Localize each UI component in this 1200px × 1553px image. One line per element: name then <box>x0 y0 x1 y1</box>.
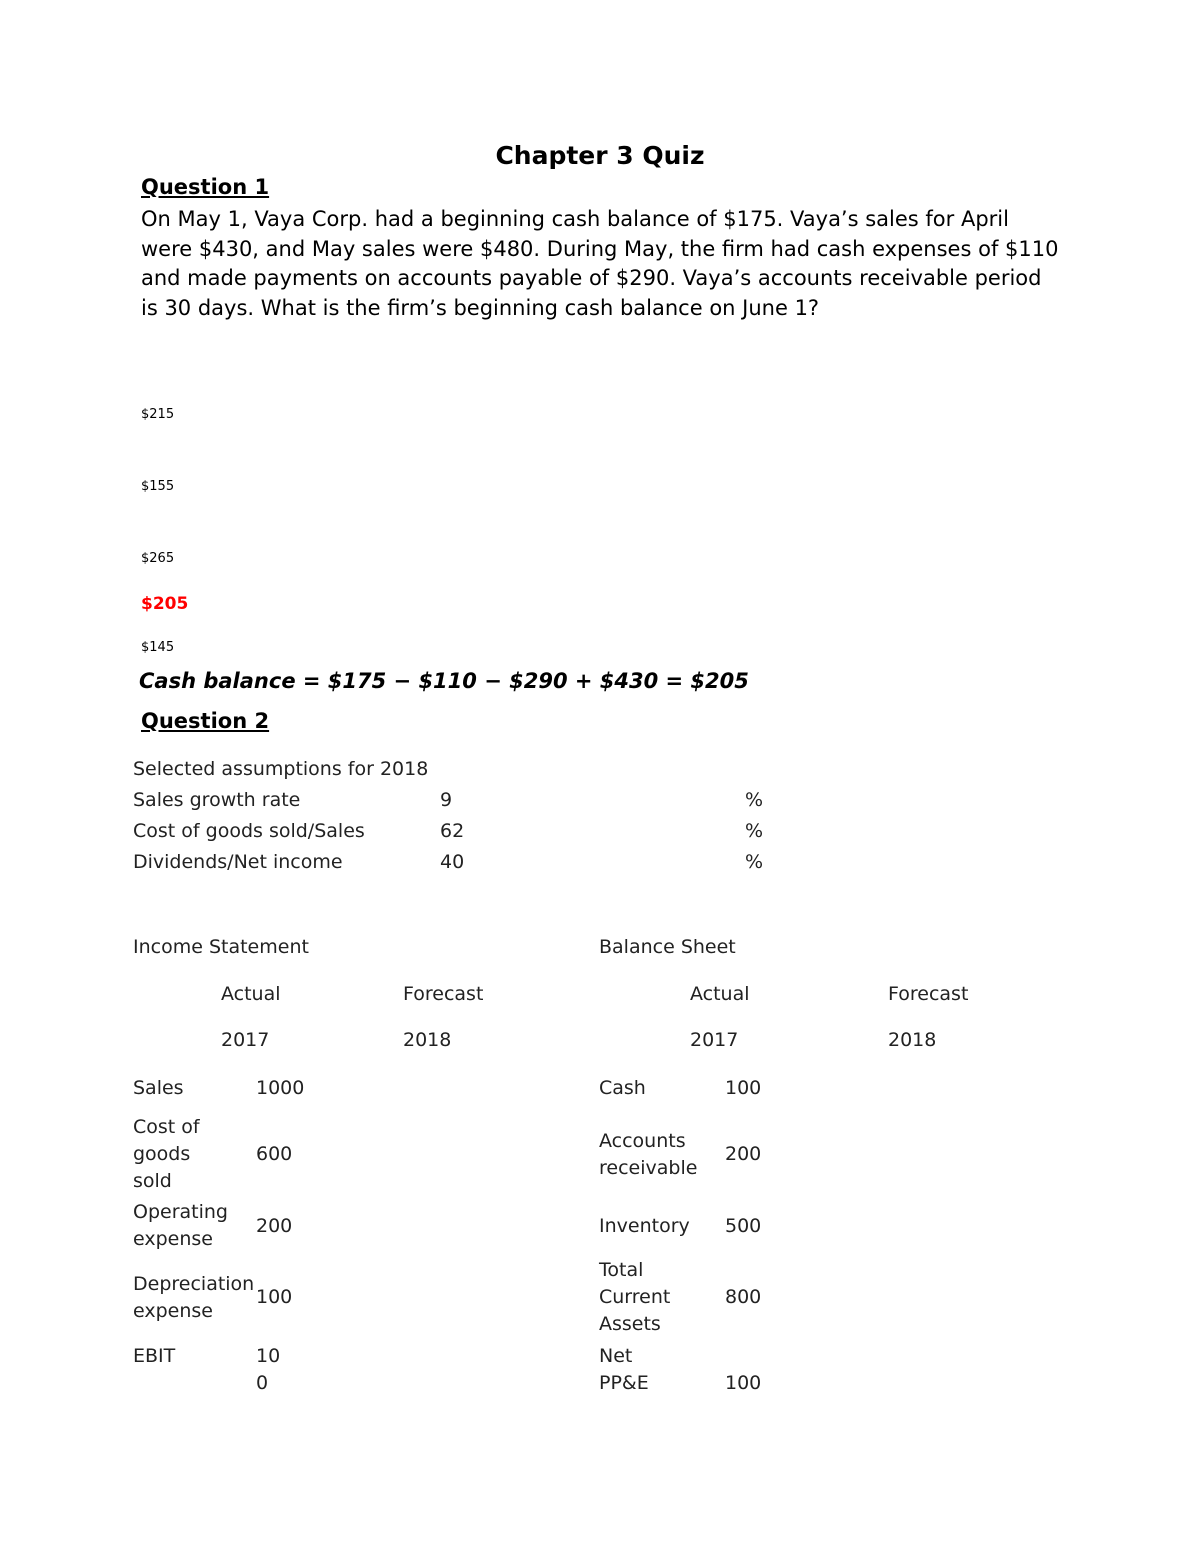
balance-row-label: Net PP&E <box>599 1345 649 1394</box>
balance-row-value: 100 <box>725 1077 762 1099</box>
income-row-value: 100 <box>256 1345 281 1394</box>
assumption-value: 62 <box>440 820 465 842</box>
income-row-label: Sales <box>133 1077 184 1099</box>
page-title: Chapter 3 Quiz <box>495 141 705 170</box>
answer-option: $155 <box>141 479 175 494</box>
income-col-actual: Actual <box>221 983 281 1005</box>
income-row-label: Cost of goods sold <box>133 1116 200 1192</box>
income-statement-title: Income Statement <box>133 936 309 958</box>
assumption-label: Sales growth rate <box>133 789 301 811</box>
balance-row-label: Inventory <box>599 1215 690 1237</box>
answer-option-correct: $205 <box>141 594 189 614</box>
assumption-value: 40 <box>440 851 465 873</box>
income-year-actual: 2017 <box>221 1029 270 1051</box>
solution-formula: Cash balance = $175 − $110 − $290 + $430 = $205 <box>139 669 749 693</box>
assumption-value: 9 <box>440 789 453 811</box>
income-row-label: Operating expense <box>133 1201 228 1250</box>
question-2-heading: Question 2 <box>141 709 270 733</box>
balance-year-actual: 2017 <box>690 1029 739 1051</box>
income-row-value: 200 <box>256 1215 293 1237</box>
question-1-text: On May 1, Vaya Corp. had a beginning cash balance of $175. Vaya’s sales for April were $430, and May sales were $480. During May, the firm had cash expenses of $110 and made payments on accounts payable of $290. Vaya’s accounts receivable period is 30 days. What is the firm’s beginning cash balance on June 1? <box>141 207 1059 320</box>
balance-col-forecast: Forecast <box>888 983 969 1005</box>
assumption-unit: % <box>745 789 764 811</box>
assumptions-title: Selected assumptions for 2018 <box>133 758 429 780</box>
balance-row-value: 500 <box>725 1215 762 1237</box>
assumption-unit: % <box>745 851 764 873</box>
balance-row-value: 100 <box>725 1372 762 1394</box>
balance-row-value: 800 <box>725 1286 762 1308</box>
income-row-value: 1000 <box>256 1077 305 1099</box>
balance-year-forecast: 2018 <box>888 1029 937 1051</box>
balance-row-label: Total Current Assets <box>599 1259 671 1335</box>
income-row-label: EBIT <box>133 1345 176 1367</box>
answer-option: $265 <box>141 551 175 566</box>
assumption-label: Dividends/Net income <box>133 851 343 873</box>
balance-col-actual: Actual <box>690 983 750 1005</box>
income-row-value: 100 <box>256 1286 293 1308</box>
answer-option: $145 <box>141 640 175 655</box>
balance-row-label: Cash <box>599 1077 646 1099</box>
question-1-heading: Question 1 <box>141 175 270 199</box>
balance-row-label: Accounts receivable <box>599 1130 698 1179</box>
balance-sheet-title: Balance Sheet <box>599 936 736 958</box>
assumption-unit: % <box>745 820 764 842</box>
income-col-forecast: Forecast <box>403 983 484 1005</box>
answer-option: $215 <box>141 407 175 422</box>
assumption-label: Cost of goods sold/Sales <box>133 820 365 842</box>
balance-row-value: 200 <box>725 1143 762 1165</box>
income-row-label: Depreciation expense <box>133 1273 255 1322</box>
income-year-forecast: 2018 <box>403 1029 452 1051</box>
income-row-value: 600 <box>256 1143 293 1165</box>
